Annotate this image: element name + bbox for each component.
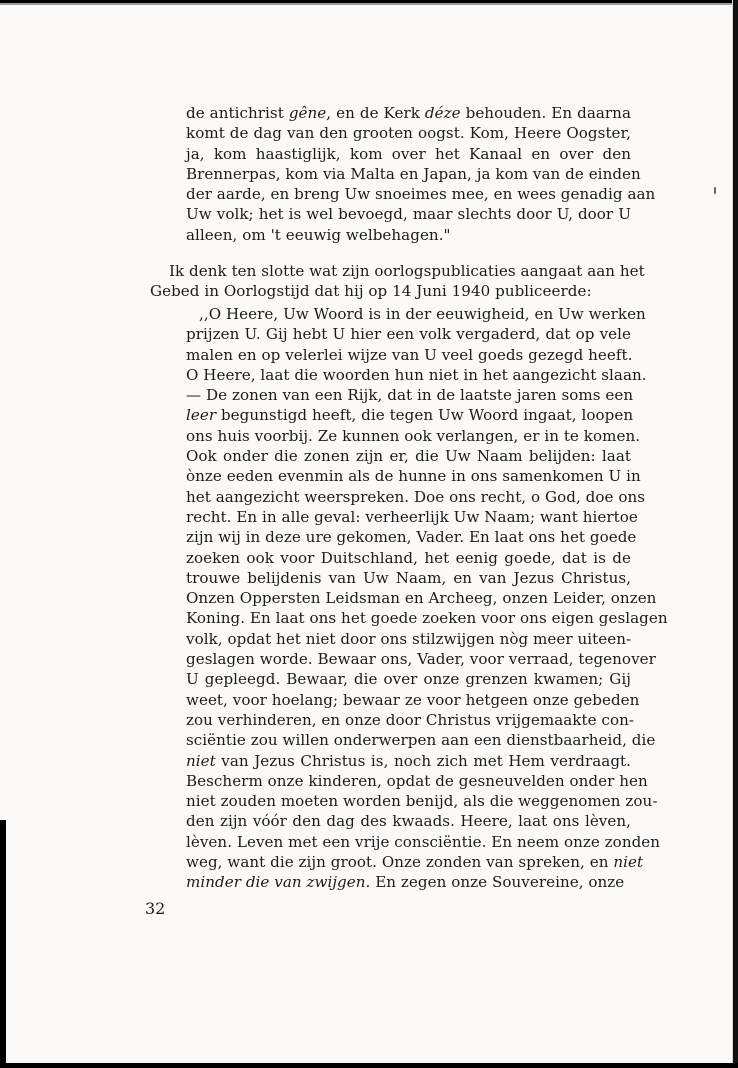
text-segment: behouden. En daarna [460, 104, 632, 122]
text-segment: sciëntie zou willen onderwerpen aan een dienstbaarheid, die [186, 731, 656, 750]
text-segment: recht. En in alle geval: verheerlijk Uw Naam; want hiertoe [186, 507, 638, 526]
text-line [186, 588, 657, 608]
text-segment: En zegen onze Souvereine, onze [370, 873, 625, 892]
text-segment: den zijn vóór den dag des kwaads. Heere, laat ons lèven, [186, 812, 631, 831]
text-line [186, 791, 658, 811]
text-line [186, 426, 641, 446]
text-line [186, 204, 631, 224]
text-line [186, 568, 631, 588]
italic-text: minder die van zwijgen. [186, 873, 371, 892]
text-line [186, 629, 631, 649]
text-line [186, 466, 641, 486]
text-segment: Onzen Oppersten Leidsman en Archeeg, onzen Leider, onzen [186, 589, 657, 608]
text-segment: ons huis voorbij. Ze kunnen ook verlangen, er in te komen. [186, 426, 641, 445]
text-line [186, 365, 647, 385]
text-line [186, 103, 631, 123]
text-segment: lèven. Leven met een vrije consciëntie. En neem onze zonden [186, 832, 661, 851]
text-segment: weet, voor hoelang; bewaar ze voor hetgeen onze gebeden [186, 690, 640, 709]
text-line [186, 405, 634, 425]
text-segment: zoeken ook voor Duitschland, het eenig goede, dat is de [186, 548, 631, 567]
prayer-block [186, 304, 668, 893]
text-segment: volk, opdat het niet door ons stilzwijgen nòg meer uiteen- [186, 629, 632, 648]
text-line [186, 730, 656, 750]
text-line [186, 608, 668, 628]
text-segment: Gebed in Oorlogstijd dat hij op 14 Juni 1940 publiceerde: [150, 282, 592, 301]
italic-text: leer [186, 406, 217, 425]
text-segment: zou verhinderen, en onze door Christus vrijgemaakte con- [186, 710, 634, 729]
text-line [186, 852, 644, 872]
text-segment: ònze eeden evenmin als de hunne in ons samenkomen U in [186, 467, 641, 486]
text-line [186, 144, 631, 164]
text-line [150, 261, 645, 281]
scan-edge-top [0, 0, 738, 5]
text-segment: de antichrist [186, 104, 289, 122]
text-line [186, 164, 641, 184]
text-segment: ja, kom haastiglijk, kom over het Kanaal en over den [186, 144, 631, 163]
text-segment: prijzen U. Gij hebt U hier een volk vergaderd, dat op vele [186, 325, 631, 344]
text-line [186, 304, 646, 324]
text-line [186, 811, 631, 831]
text-segment: van Jezus Christus is, noch zich met Hem verdraagt. [215, 751, 631, 770]
text-line [150, 281, 631, 301]
text-segment: alleen, om 't eeuwig welbehagen." [186, 225, 451, 244]
text-line [186, 771, 648, 791]
italic-text: gêne [288, 104, 327, 122]
paper-speck [714, 187, 716, 194]
italic-text: niet [613, 853, 644, 872]
scan-edge-right [732, 0, 738, 1068]
text-line [186, 832, 661, 852]
text-segment: trouwe belijdenis van Uw Naam, en van Jezus Christus, [186, 568, 631, 587]
text-line [186, 345, 631, 365]
text-line [186, 385, 634, 405]
text-line [186, 487, 646, 507]
text-segment: der aarde, en breng Uw snoeimes mee, en wees genadig aan [186, 185, 656, 204]
text-line [186, 548, 631, 568]
scan-edge-bottom [0, 1063, 738, 1068]
text-segment: , en de Kerk [326, 104, 425, 122]
text-segment: O Heere, laat die woorden hun niet in het aangezicht slaan. [186, 365, 647, 384]
text-line [186, 225, 631, 245]
text-segment: Ook onder die zonen zijn er, die Uw Naam belijden: laat [186, 447, 631, 466]
text-segment: weg, want die zijn groot. Onze zonden van spreken, en [186, 853, 614, 872]
text-line [186, 690, 640, 710]
text-line [186, 446, 631, 466]
text-line [186, 669, 631, 689]
intro-paragraph [150, 261, 645, 302]
text-segment: begunstigd heeft, die tegen Uw Woord ingaat, loopen [216, 406, 634, 425]
text-line [186, 324, 631, 344]
text-segment: zijn wij in deze ure gekomen, Vader. En laat ons het goede [186, 528, 637, 547]
text-segment: Brennerpas, kom via Malta en Japan, ja kom van de einden [186, 164, 641, 183]
text-line [186, 184, 656, 204]
text-line [186, 507, 638, 527]
quote-block [186, 103, 656, 245]
text-segment: geslagen worde. Bewaar ons, Vader, voor verraad, tegenover [186, 650, 656, 669]
text-segment: — De zonen van een Rijk, dat in de laatste jaren soms een [186, 386, 634, 405]
text-line [186, 872, 631, 892]
text-line [186, 710, 634, 730]
page-number: 32 [145, 899, 166, 918]
italic-text: déze [424, 104, 461, 122]
text-segment: het aangezicht weerspreken. Doe ons recht, o God, doe ons [186, 487, 646, 506]
text-segment: komt de dag van den grooten oogst. Kom, Heere Oogster, [186, 124, 631, 143]
text-segment: ,,O Heere, Uw Woord is in der eeuwigheid, en Uw werken [199, 305, 646, 323]
text-segment: Bescherm onze kinderen, opdat de gesneuvelden onder hen [186, 771, 648, 790]
italic-text: niet [186, 751, 216, 770]
scan-edge-left [0, 820, 6, 1068]
text-segment: Ik denk ten slotte wat zijn oorlogspublicaties aangaat aan het [169, 262, 645, 280]
text-segment: Koning. En laat ons het goede zoeken voor ons eigen geslagen [186, 609, 668, 628]
text-line [186, 751, 631, 771]
text-segment: malen en op velerlei wijze van U veel goeds gezegd heeft. [186, 345, 633, 364]
text-line [186, 123, 631, 143]
text-line [186, 527, 637, 547]
text-segment: Uw volk; het is wel bevoegd, maar slechts door U, door U [186, 205, 631, 224]
text-segment: niet zouden moeten worden benijd, als die weggenomen zou- [186, 792, 658, 811]
text-line [186, 649, 656, 669]
text-segment: U gepleegd. Bewaar, die over onze grenzen kwamen; Gij [186, 670, 631, 689]
